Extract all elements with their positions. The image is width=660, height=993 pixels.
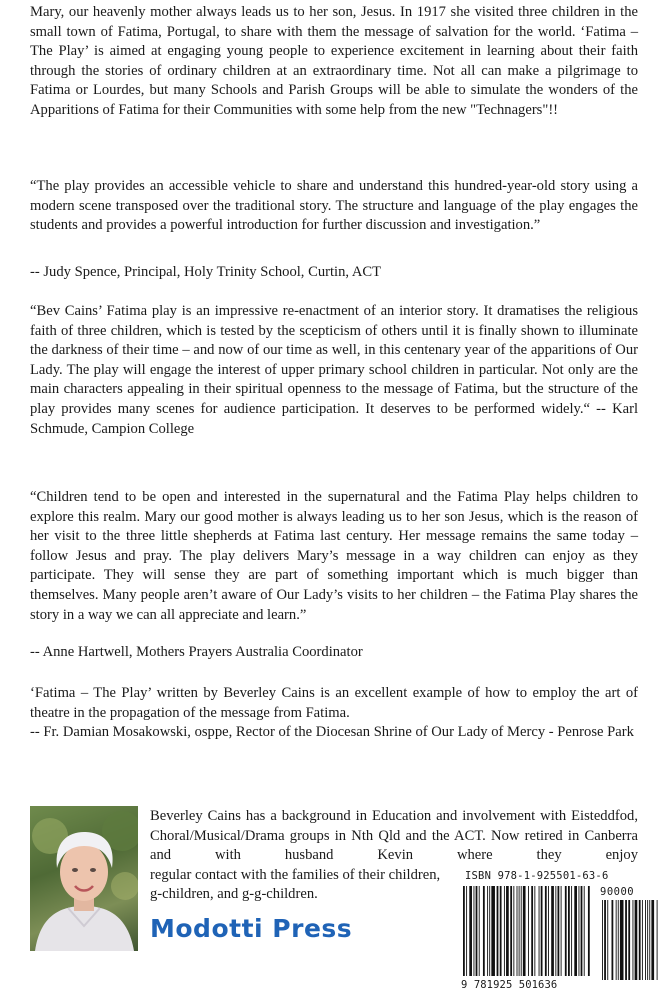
barcode-bar (523, 886, 526, 976)
barcode-bar (551, 886, 554, 976)
addon-bar (612, 900, 614, 980)
barcode-bar (500, 886, 502, 976)
barcode-bar (466, 886, 467, 976)
review-attribution-hartwell: -- Anne Hartwell, Mothers Prayers Australia Coordinator (30, 644, 363, 660)
review-quote-spence: “The play provides an accessible vehicle to share and understand this hundred-year-old story using a modern scene transposed over the traditional story. The structure and language of the play engages the students and provides a powerful introduction for further discussion and investigation.” (30, 178, 638, 234)
barcode-bar (521, 886, 522, 976)
barcode-bar (571, 886, 572, 976)
review-attribution-mosakowski: -- Fr. Damian Mosakowski, osppe, Rector of the Diocesan Shrine of Our Lady of Mercy - Penrose Park (30, 724, 634, 740)
addon-bar (635, 900, 638, 980)
barcode-bar (531, 886, 533, 976)
barcode-bar (574, 886, 577, 976)
addon-bar (604, 900, 606, 980)
barcode-bar (469, 886, 472, 976)
isbn-barcode (453, 867, 658, 993)
barcode-bar (581, 886, 583, 976)
addon-bar (618, 900, 619, 980)
addon-bar (647, 900, 648, 980)
addon-bar (628, 900, 630, 980)
barcode-bar (555, 886, 556, 976)
barcode-bar (510, 886, 512, 976)
addon-bar (657, 900, 658, 980)
addon-bar (642, 900, 643, 980)
addon-bar (607, 900, 608, 980)
barcode-bar (528, 886, 529, 976)
barcode-bar (565, 886, 567, 976)
barcode-bar (579, 886, 580, 976)
barcode-bar (561, 886, 562, 976)
barcode-bar (479, 886, 480, 976)
barcode-bar (483, 886, 485, 976)
barcode-bar (541, 886, 543, 976)
barcode-bar (584, 886, 585, 976)
price-code: 90000 (600, 886, 635, 898)
author-photo (30, 806, 138, 951)
barcode-bar (519, 886, 520, 976)
addon-bar (616, 900, 617, 980)
barcode-bar (497, 886, 499, 976)
barcode-bars (461, 886, 659, 980)
addon-bar (639, 900, 641, 980)
barcode-bar (489, 886, 490, 976)
author-bio-text: Beverley Cains has a background in Education and involvement with Eisteddfod, Choral/Musical/Drama groups in Nth Qld and the ACT. Now retired in Canberra and with husband Kevin where they enjoy (150, 808, 638, 864)
author-portrait-illustration (30, 806, 138, 951)
review-attribution-spence: -- Judy Spence, Principal, Holy Trinity School, Curtin, ACT (30, 264, 382, 280)
barcode-bar (476, 886, 478, 976)
barcode-bar (548, 886, 549, 976)
barcode-bar (539, 886, 540, 976)
barcode-bar (504, 886, 505, 976)
barcode-bar (534, 886, 535, 976)
addon-bar (620, 900, 624, 980)
review-quote-hartwell: “Children tend to be open and interested in the supernatural and the Fatima Play helps children to explore this realm. Mary our good mother is always leading us to her son Jesus, which is the reason of her visit to the three little shepherds at Fatima last century. Her message remains the same today – follow Jesus and pray. The play delivers Mary’s message in a way children can enjoy as they participate. They will sense they are part of something important which is much bigger than themselves. Many people aren’t aware of Our Lady’s visits to her children – the Fatima Play shares the story in a way we can all appreciate and learn.” (30, 489, 638, 623)
barcode-digits: 9 781925 501636 (461, 979, 558, 991)
barcode-bar (545, 886, 547, 976)
barcode-bar (558, 886, 560, 976)
barcode-bar (487, 886, 488, 976)
addon-bar (602, 900, 603, 980)
addon-bar (651, 900, 654, 980)
review-quote-schmude: “Bev Cains’ Fatima play is an impressive re-enactment of an interior story. It dramatises the religious faith of three children, which is tested by the scepticism of others until it is finally shown to illuminate the darkness of their time – and now of our time as well, in this centenary year of the apparitions of Our Lady. The play will engage the interest of upper primary school children in particular. Not only are the main characters appealing in their spiritual openness to the message of Fatima, but the structure of the play provides many scenes for audience participation. It deserves to be performed widely.“ -- Karl Schmude, Campion College (30, 303, 638, 437)
addon-bar (633, 900, 634, 980)
barcode-bar (491, 886, 495, 976)
publisher-name: Modotti Press (150, 914, 353, 943)
barcode-bar (568, 886, 570, 976)
barcode-bar (463, 886, 465, 976)
barcode-bar (513, 886, 514, 976)
review-quote-mosakowski: ‘Fatima – The Play’ written by Beverley Cains is an excellent example of how to employ the art of theatre in the propagation of the message from Fatima. (30, 685, 638, 721)
addon-bar (625, 900, 627, 980)
barcode-bar (517, 886, 518, 976)
barcode-bar (474, 886, 475, 976)
addon-bar (649, 900, 650, 980)
barcode-bar (506, 886, 509, 976)
author-bio-continued: regular contact with the families of their children, g-children, and g-g-children. (150, 866, 441, 903)
addon-bar (645, 900, 646, 980)
isbn-label: ISBN 978-1-925501-63-6 (465, 870, 609, 882)
barcode-bar (588, 886, 590, 976)
intro-paragraph: Mary, our heavenly mother always leads us to her son, Jesus. In 1917 she visited three children in the small town of Fatima, Portugal, to share with them the message of salvation for the world. ‘Fatima – The Play’ is aimed at engaging young people to experience excitement in learning about their faith through the stories of ordinary children at an extraordinary time. Not all can make a pilgrimage to Fatima or Lourdes, but many Schools and Parish Groups will be able to simulate the wonders of the Apparitions of Fatima for their Communities with some help from the new "Technagers"!! (30, 4, 638, 118)
